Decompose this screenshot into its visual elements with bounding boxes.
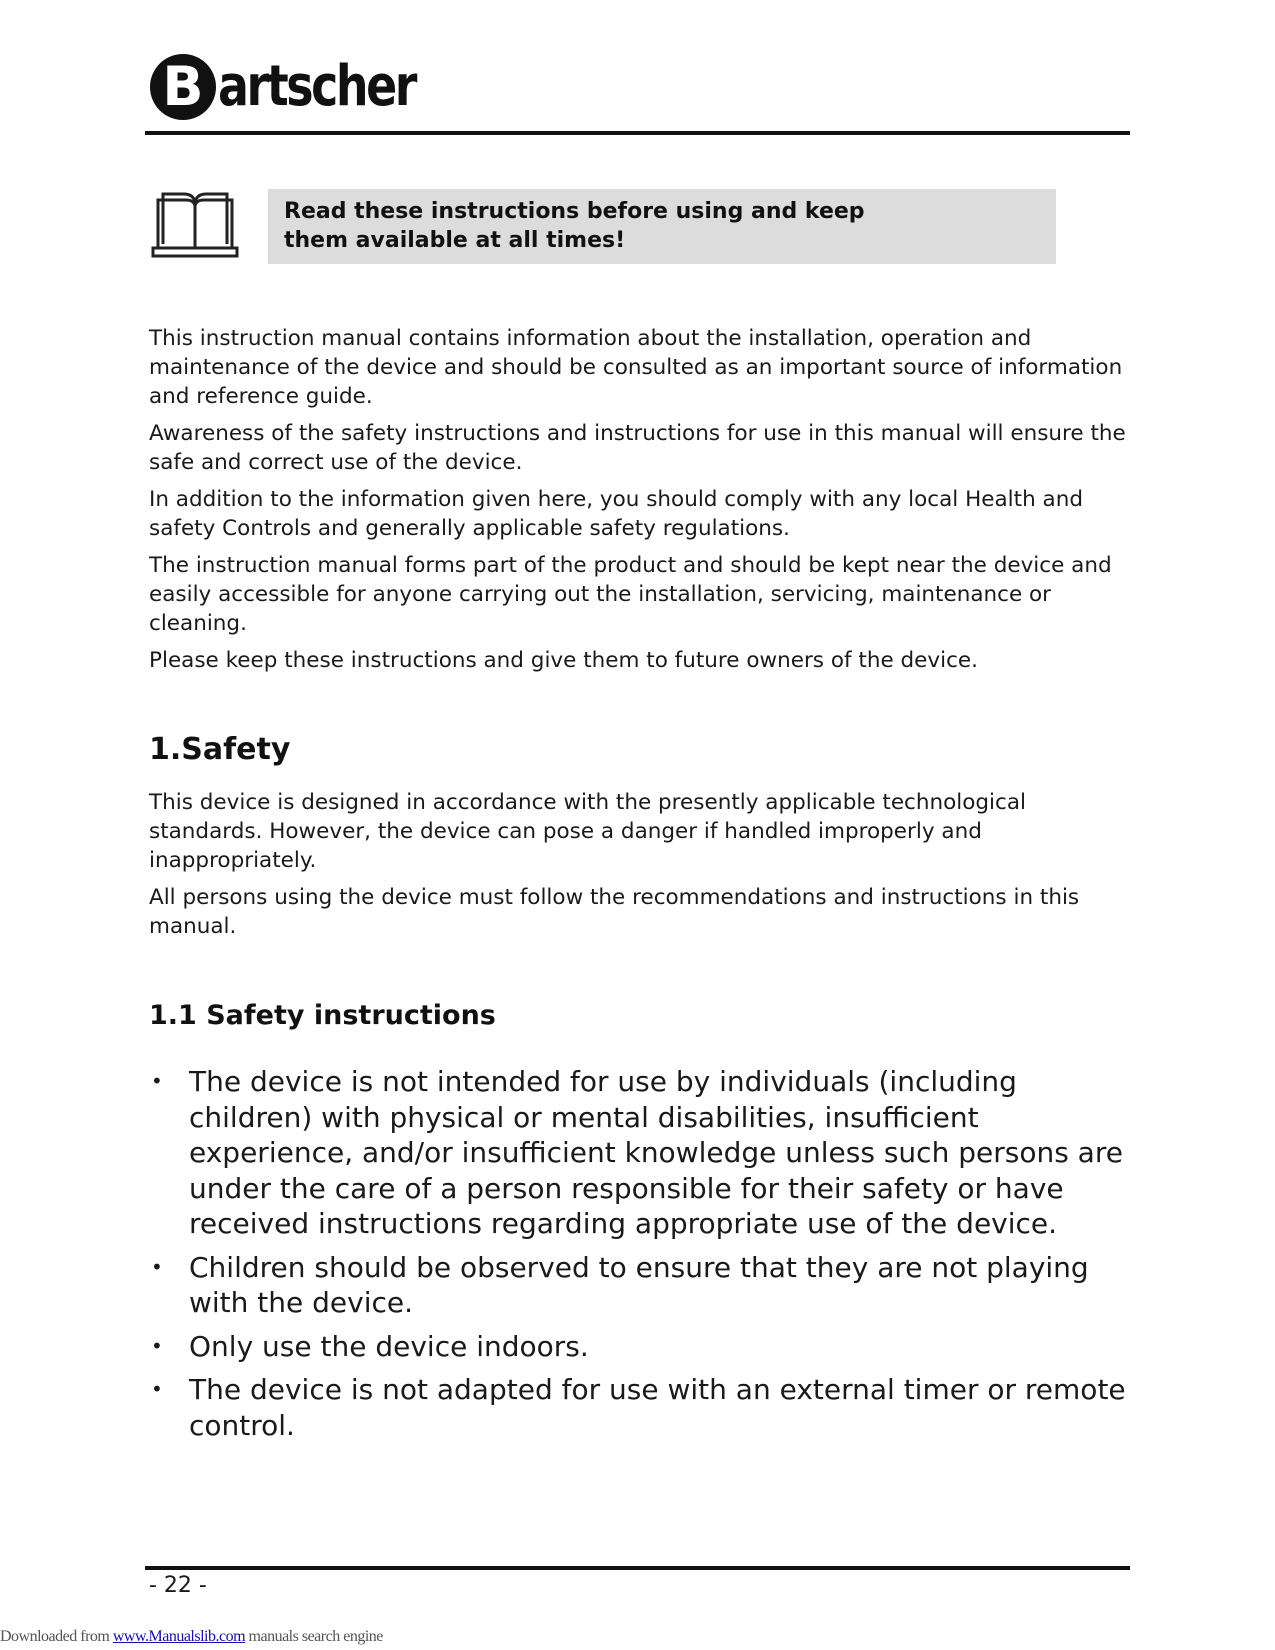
safety-instructions-list	[149, 1064, 1134, 1451]
intro-paragraph: This instruction manual contains information about the installation, operation and maintenance of the device and should be consulted as an important source of information and reference guide.	[149, 326, 1123, 409]
list-item: • Only use the device indoors.	[151, 1329, 589, 1363]
list-item: • Children should be observed to ensure that they are not playing with the device.	[151, 1250, 1089, 1319]
intro-paragraph: Awareness of the safety instructions and instructions for use in this manual will ensure the safe and correct use of the device.	[149, 421, 1126, 475]
bullet-icon: •	[151, 1333, 163, 1358]
bullet-icon: •	[151, 1254, 163, 1279]
read-instructions-notice	[268, 189, 1056, 264]
footer-suffix: manuals search engine	[245, 1628, 383, 1645]
logo-text: artscher	[218, 54, 415, 119]
intro-text	[149, 324, 1129, 683]
footer-divider	[145, 1566, 1130, 1570]
notice-line-2: them available at all times!	[284, 228, 626, 253]
brand-logo	[150, 50, 458, 124]
safety-text	[149, 788, 1129, 949]
page-number: - 22 -	[149, 1573, 207, 1598]
bullet-icon: •	[151, 1377, 163, 1401]
intro-paragraph: The instruction manual forms part of the product and should be kept near the device and easily accessible for anyone carrying out the installation, servicing, maintenance or cleaning.	[149, 553, 1112, 636]
logo-mark: B	[150, 54, 216, 120]
section-heading-safety-instructions: 1.1 Safety instructions	[149, 1000, 496, 1031]
intro-paragraph: In addition to the information given here, you should comply with any local Health and safety Controls and generally applicable safety regulations.	[149, 487, 1083, 541]
download-footer	[0, 1628, 383, 1646]
footer-prefix: Downloaded from	[0, 1628, 113, 1645]
safety-paragraph: All persons using the device must follow the recommendations and instructions in this manual.	[149, 885, 1080, 939]
manualslib-link[interactable]: www.Manualslib.com	[112, 1628, 246, 1645]
header-divider	[145, 131, 1130, 135]
bullet-icon: •	[151, 1069, 163, 1093]
section-heading-safety: 1.Safety	[149, 732, 291, 767]
list-item: • The device is not adapted for use with an external timer or remote control.	[151, 1373, 1126, 1442]
safety-paragraph: This device is designed in accordance with the presently applicable technological standards. However, the device can pose a danger if handled improperly and inappropriately.	[149, 790, 1026, 873]
notice-line-1: Read these instructions before using and keep	[284, 199, 865, 224]
intro-paragraph: Please keep these instructions and give them to future owners of the device.	[149, 648, 978, 673]
open-book-icon	[150, 188, 240, 262]
list-item: • The device is not intended for use by individuals (including children) with physical or mental disabilities, insufficient experience, and/or insufficient knowledge unless such persons are under the care of a person responsible for their safety or have received instructions regarding appropriate use of the device.	[151, 1065, 1123, 1240]
